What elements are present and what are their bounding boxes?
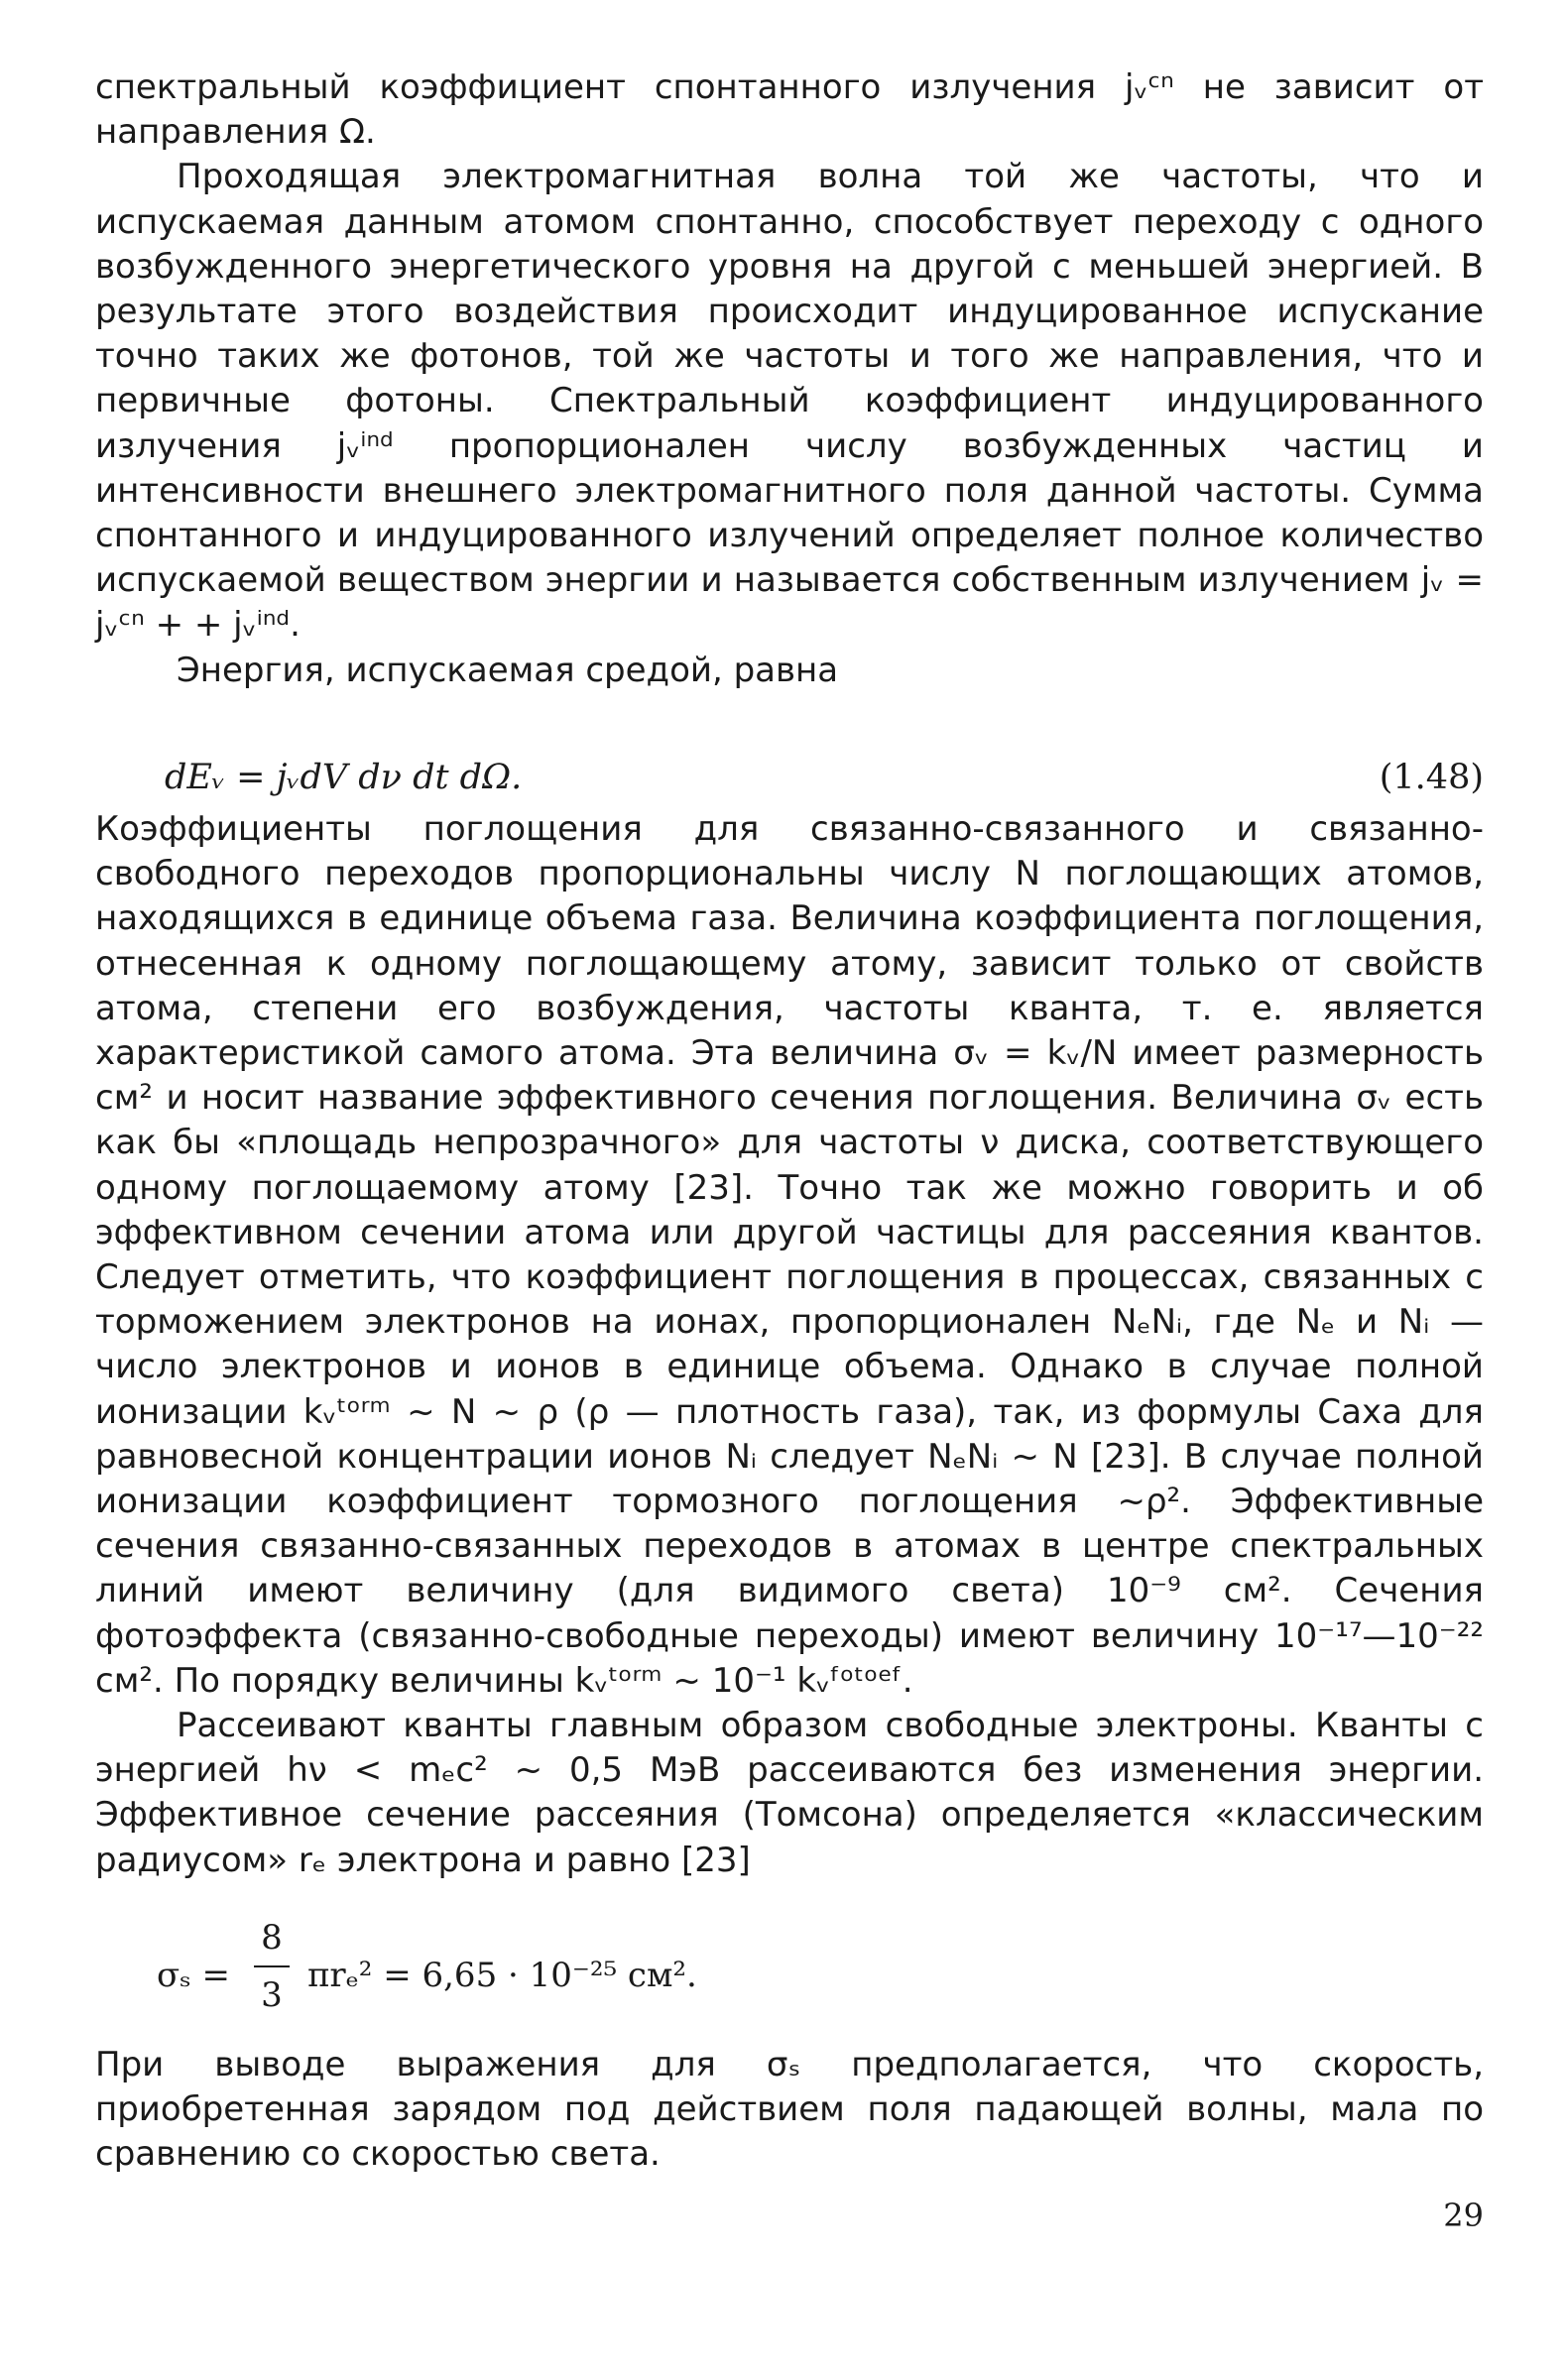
- formula-1-48: [95, 756, 1484, 805]
- formula-thomson-cross-section: [95, 1914, 1484, 2023]
- paragraph-derivation-note: При выводе выражения для σₛ предполагается, что скорость, приобретенная зарядом под действием поля падающей волны, мала по сравнению со скоростью света.: [95, 2045, 1484, 2175]
- fraction: [254, 1914, 290, 2019]
- formula-rhs: πrₑ² = 6,65 · 10⁻²⁵ см².: [307, 1956, 697, 1995]
- fraction-bar: [254, 1965, 290, 1967]
- page-number: 29: [1443, 2197, 1484, 2234]
- paragraph-continuation: спектральный коэффициент спонтанного излучения jᵥᶜⁿ не зависит от направления Ω.: [95, 67, 1484, 153]
- formula-expression: dEᵥ = jᵥdV dν dt dΩ.: [165, 758, 523, 797]
- equation-number: (1.48): [1379, 758, 1484, 797]
- text-block-top: [95, 65, 1484, 693]
- fraction-denominator: 3: [261, 1975, 283, 2015]
- fraction-numerator: 8: [261, 1918, 283, 1958]
- paragraph-induced-emission: Проходящая электромагнитная волна той же частоты, что и испускаемая данным атомом спонтанно, способствует переходу с одного возбужденного энергетического уровня на другой с меньшей энергией. В результате этого воздействия происходит индуцированное испускание точно таких же фотонов, той же частоты и того же направления, что и первичные фотоны. Спектральный коэффициент индуцированного излучения jᵥⁱⁿᵈ пропорционален числу возбужденных частиц и интенсивности внешнего электромагнитного поля данной частоты. Сумма спонтанного и индуцированного излучений определяет полное количество испускаемой веществом энергии и называется собственным излучением jᵥ = jᵥᶜⁿ + + jᵥⁱⁿᵈ.: [95, 157, 1484, 646]
- formula-lhs: σₛ =: [157, 1956, 230, 1995]
- text-block-middle: [95, 807, 1484, 1883]
- paragraph-absorption-coefficients: Коэффициенты поглощения для связанно-связанного и связанно-свободного переходов пропорциональны числу N поглощающих атомов, находящихся в единице объема газа. Величина коэффициента поглощения, отнесенная к одному поглощающему атому, зависит только от свойств атома, степени его возбуждения, частоты кванта, т. е. является характеристикой самого атома. Эта величина σᵥ = kᵥ/N имеет размерность см² и носит название эффективного сечения поглощения. Величина σᵥ есть как бы «площадь непрозрачного» для частоты ν диска, соответствующего одному поглощаемому атому [23]. Точно так же можно говорить и об эффективном сечении атома или другой частицы для рассеяния квантов. Следует отметить, что коэффициент поглощения в процессах, связанных с торможением электронов на ионах, пропорционален NₑNᵢ, где Nₑ и Nᵢ — число электронов и ионов в единице объема. Однако в случае полной ионизации kᵥᵗᵒʳᵐ ~ N ~ ρ (ρ — плотность газа), так, из формулы Саха для равновесной концентрации ионов Nᵢ следует NₑNᵢ ~ N [23]. В случае полной ионизации коэффициент тормозного поглощения ~ρ². Эффективные сечения связанно-связанных переходов в атомах в центре спектральных линий имеют величину (для видимого света) 10⁻⁹ см². Сечения фотоэффекта (связанно-свободные переходы) имеют величину 10⁻¹⁷—10⁻²² см². По порядку величины kᵥᵗᵒʳᵐ ~ 10⁻¹ kᵥᶠᵒᵗᵒᵉᶠ.: [95, 809, 1484, 1701]
- paragraph-scattering: Рассеивают кванты главным образом свободные электроны. Кванты с энергией hν < mₑc² ~ 0,5 МэВ рассеиваются без изменения энергии. Эффективное сечение рассеяния (Томсона) определяется «классическим радиусом» rₑ электрона и равно [23]: [95, 1706, 1484, 1880]
- text-block-bottom: [95, 2043, 1484, 2178]
- paragraph-energy-intro: Энергия, испускаемая средой, равна: [177, 650, 839, 690]
